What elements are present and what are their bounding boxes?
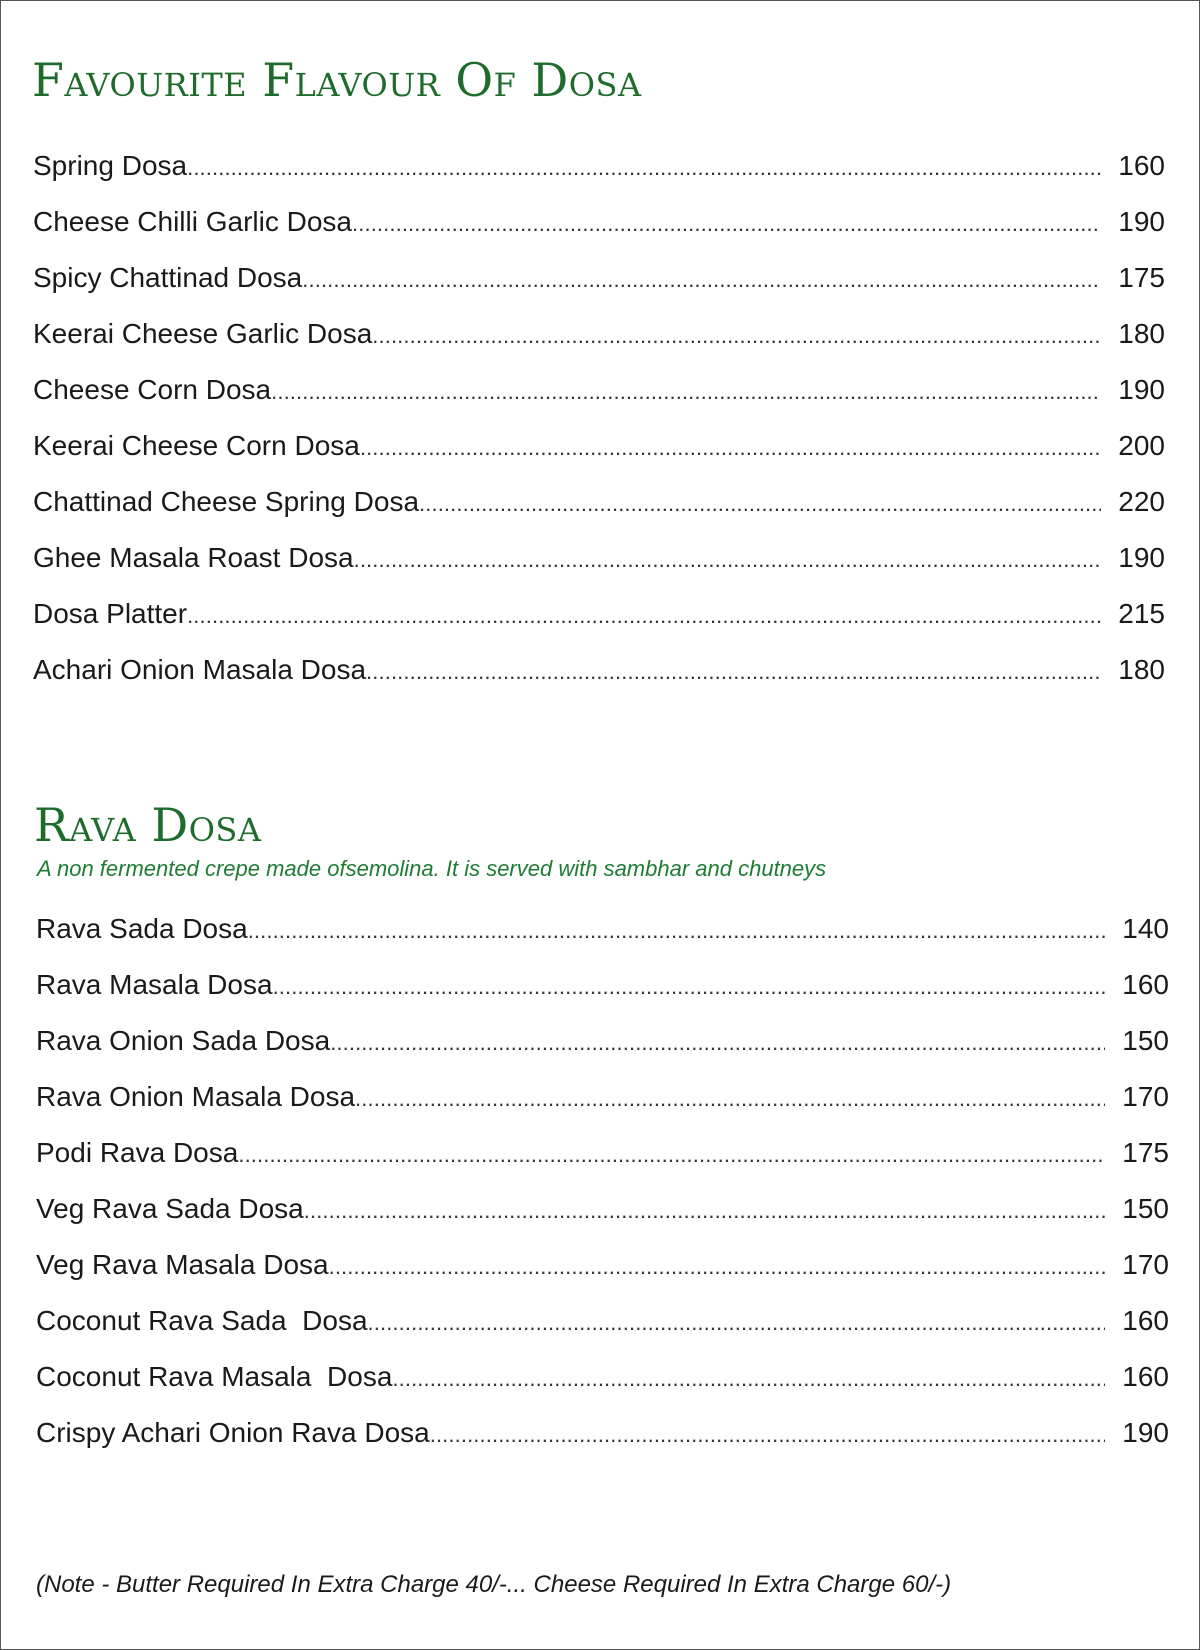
menu-item-price: 190 [1122,1417,1169,1448]
menu-item [33,486,1165,542]
dot-leader [366,654,1101,686]
menu-item-price: 180 [1118,318,1165,349]
menu-item-price: 160 [1118,150,1165,181]
menu-item-name: Crispy Achari Onion Rava Dosa [36,1417,430,1448]
dot-leader [187,598,1101,630]
menu-item-name: Spicy Chattinad Dosa [33,262,303,293]
menu-item-price: 140 [1122,913,1169,944]
menu-item-price: 170 [1122,1249,1169,1280]
menu-item [36,1193,1169,1249]
dot-leader [187,150,1101,182]
menu-item [33,598,1165,654]
dot-leader [430,1417,1105,1449]
menu-item-name: Coconut Rava Sada Dosa [36,1305,368,1336]
menu-item [33,542,1165,598]
menu-item-name: Keerai Cheese Corn Dosa [33,430,360,461]
dot-leader [355,1081,1105,1113]
menu-item [33,262,1165,318]
dot-leader [248,913,1105,945]
dot-leader [238,1137,1105,1169]
menu-item [33,206,1165,262]
menu-item-name: Podi Rava Dosa [36,1137,239,1168]
menu-item [33,430,1165,486]
dot-leader [329,1249,1105,1281]
menu-item-name: Rava Onion Sada Dosa [36,1025,331,1056]
menu-item-name: Spring Dosa [33,150,188,181]
dot-leader [354,542,1101,574]
menu-item [36,1417,1169,1473]
menu-item-price: 170 [1122,1081,1169,1112]
menu-item-price: 175 [1118,262,1165,293]
menu-item [33,318,1165,374]
menu-item [36,913,1169,969]
menu-item-name: Rava Onion Masala Dosa [36,1081,356,1112]
menu-item [36,1025,1169,1081]
menu-item-name: Veg Rava Sada Dosa [36,1193,304,1224]
section-title-rava-dosa: Rava Dosa [34,798,262,852]
menu-item-name: Dosa Platter [33,598,188,629]
menu-list-favourite-flavour [33,150,1165,710]
menu-item-price: 190 [1118,542,1165,573]
menu-item-name: Rava Sada Dosa [36,913,248,944]
menu-item-price: 215 [1118,598,1165,629]
menu-item [36,1361,1169,1417]
menu-item-price: 180 [1118,654,1165,685]
menu-item-name: Coconut Rava Masala Dosa [36,1361,393,1392]
menu-item [33,374,1165,430]
menu-item [33,150,1165,206]
menu-item [36,1249,1169,1305]
menu-item [36,1137,1169,1193]
menu-item-name: Ghee Masala Roast Dosa [33,542,354,573]
menu-item-price: 160 [1122,1361,1169,1392]
dot-leader [392,1361,1105,1393]
menu-item [36,969,1169,1025]
dot-leader [330,1025,1105,1057]
menu-item-price: 200 [1118,430,1165,461]
menu-item-name: Veg Rava Masala Dosa [36,1249,329,1280]
menu-item-name: Achari Onion Masala Dosa [33,654,367,685]
section-title-favourite-flavour: Favourite Flavour Of Dosa [32,53,642,107]
menu-item-name: Chattinad Cheese Spring Dosa [33,486,420,517]
menu-item-price: 175 [1122,1137,1169,1168]
section-subtitle-rava-dosa: A non fermented crepe made ofsemolina. It is served with sambhar and chutneys [37,856,827,881]
menu-item-name: Cheese Corn Dosa [33,374,272,405]
menu-item-name: Cheese Chilli Garlic Dosa [33,206,353,237]
menu-item-price: 220 [1118,486,1165,517]
dot-leader [304,1193,1105,1225]
dot-leader [271,374,1101,406]
dot-leader [372,318,1101,350]
menu-item [36,1081,1169,1137]
dot-leader [352,206,1101,238]
menu-item-price: 190 [1118,206,1165,237]
menu-item-name: Keerai Cheese Garlic Dosa [33,318,373,349]
dot-leader [368,1305,1105,1337]
menu-list-rava-dosa [36,913,1169,1473]
menu-item-name: Rava Masala Dosa [36,969,273,1000]
menu-item-price: 160 [1122,969,1169,1000]
menu-item-price: 190 [1118,374,1165,405]
menu-item [33,654,1165,710]
dot-leader [302,262,1101,294]
dot-leader [419,486,1101,518]
dot-leader [273,969,1105,1001]
menu-item-price: 150 [1122,1193,1169,1224]
dot-leader [360,430,1101,462]
menu-item-price: 150 [1122,1025,1169,1056]
menu-item-price: 160 [1122,1305,1169,1336]
menu-item [36,1305,1169,1361]
extra-charge-note: (Note - Butter Required In Extra Charge 40/-... Cheese Required In Extra Charge 60/-) [36,1571,952,1598]
